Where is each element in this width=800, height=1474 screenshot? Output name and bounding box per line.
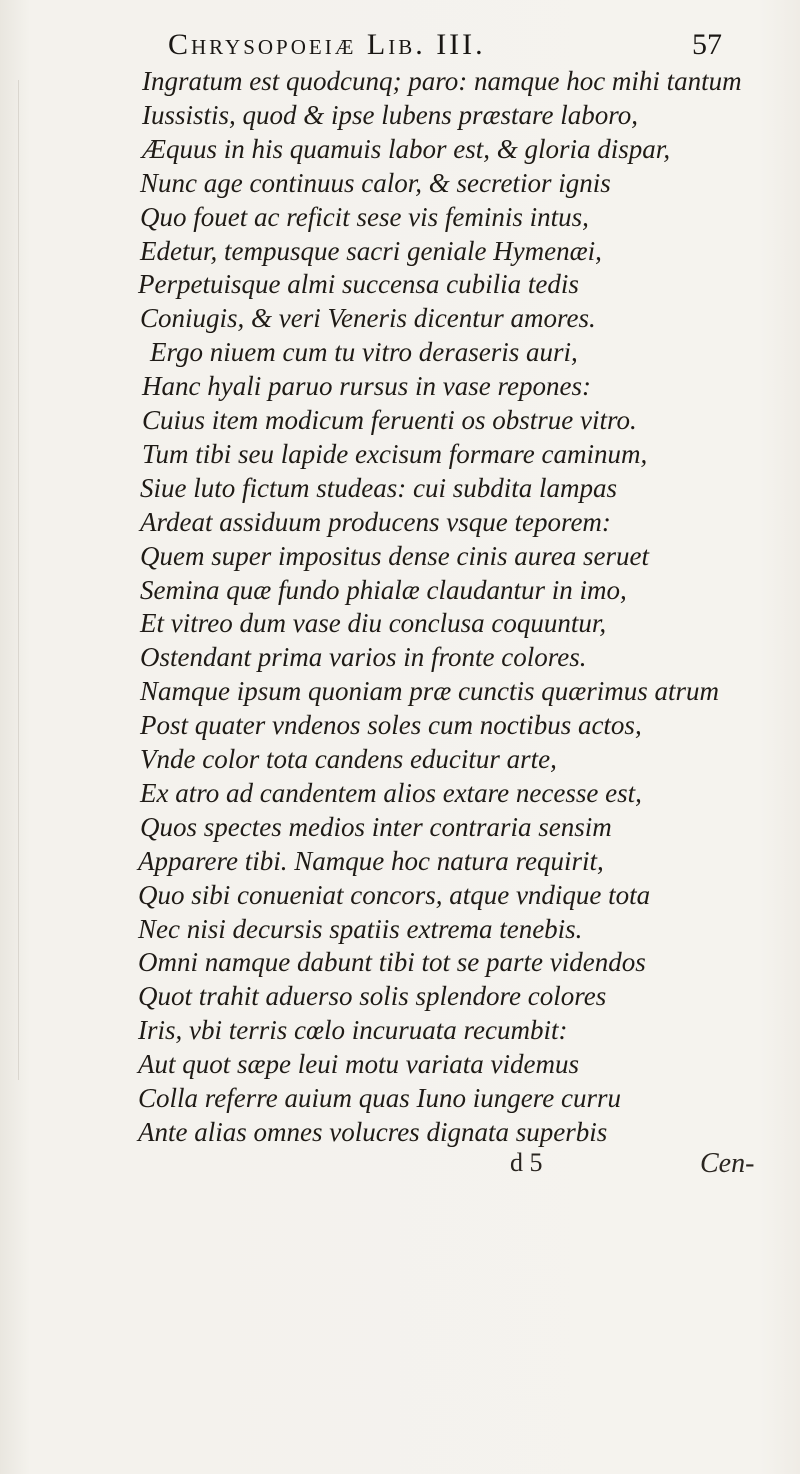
verse-line: Ex atro ad candentem alios extare necesse est, — [140, 778, 642, 808]
verse-line: Ingratum est quodcunq; paro: namque hoc mihi tantum — [142, 66, 742, 96]
verse-line: Ergo niuem cum tu vitro deraseris auri, — [150, 337, 578, 367]
verse-line: Cuius item modicum feruenti os obstrue vitro. — [142, 405, 637, 435]
verse-line: Hanc hyali paruo rursus in vase repones: — [142, 371, 591, 401]
verse-line: Iussistis, quod & ipse lubens præstare laboro, — [142, 100, 639, 130]
verse-line: Æquus in his quamuis labor est, & gloria dispar, — [142, 134, 671, 164]
verse-line: Semina quæ fundo phialæ claudantur in imo, — [140, 575, 627, 605]
running-title: Chrysopoeiæ Lib. III. — [168, 28, 486, 61]
verse-line: Nunc age continuus calor, & secretior ignis — [140, 168, 611, 198]
signature-mark: d 5 — [510, 1148, 543, 1177]
page-number: 57 — [692, 28, 722, 61]
verse-line: Quot trahit aduerso solis splendore colores — [138, 981, 607, 1011]
verse-line: Vnde color tota candens educitur arte, — [140, 744, 557, 774]
verse-line: Nec nisi decursis spatiis extrema tenebis. — [138, 914, 583, 944]
verse-line: Coniugis, & veri Veneris dicentur amores. — [140, 303, 596, 333]
verse-line: Apparere tibi. Namque hoc natura requirit, — [138, 846, 604, 876]
verse-line: Namque ipsum quoniam præ cunctis quærimus atrum — [140, 676, 720, 706]
verse-line: Quo sibi conueniat concors, atque vndique tota — [138, 880, 651, 910]
verse-line: Quo fouet ac reficit sese vis feminis intus, — [140, 202, 589, 232]
verse-line: Siue luto fictum studeas: cui subdita lampas — [140, 473, 617, 503]
verse-line: Aut quot sæpe leui motu variata videmus — [138, 1049, 579, 1079]
verse-line: Iris, vbi terris cœlo incuruata recumbit: — [138, 1015, 568, 1045]
gutter-shadow — [18, 80, 19, 1080]
verse-line: Ardeat assiduum producens vsque teporem: — [140, 507, 611, 537]
verse-line: Quem super impositus dense cinis aurea seruet — [140, 541, 649, 571]
verse-line: Colla referre auium quas Iuno iungere curru — [138, 1083, 621, 1113]
verse-line: Edetur, tempusque sacri geniale Hymenæi, — [140, 236, 602, 266]
page-footer — [0, 1148, 800, 1184]
verse-line: Omni namque dabunt tibi tot se parte videndos — [138, 947, 646, 977]
verse-line: Ante alias omnes volucres dignata superbis — [138, 1117, 608, 1147]
verse-line: Et vitreo dum vase diu conclusa coquuntur, — [140, 608, 607, 638]
verse-line: Post quater vndenos soles cum noctibus actos, — [140, 710, 642, 740]
page-header — [0, 28, 800, 68]
verse-line: Ostendant prima varios in fronte colores. — [140, 642, 587, 672]
catchword: Cen- — [700, 1148, 755, 1179]
verse-line: Tum tibi seu lapide excisum formare caminum, — [142, 439, 648, 469]
verse-line: Perpetuisque almi succensa cubilia tedis — [138, 269, 579, 299]
verse-line: Quos spectes medios inter contraria sensim — [140, 812, 612, 842]
